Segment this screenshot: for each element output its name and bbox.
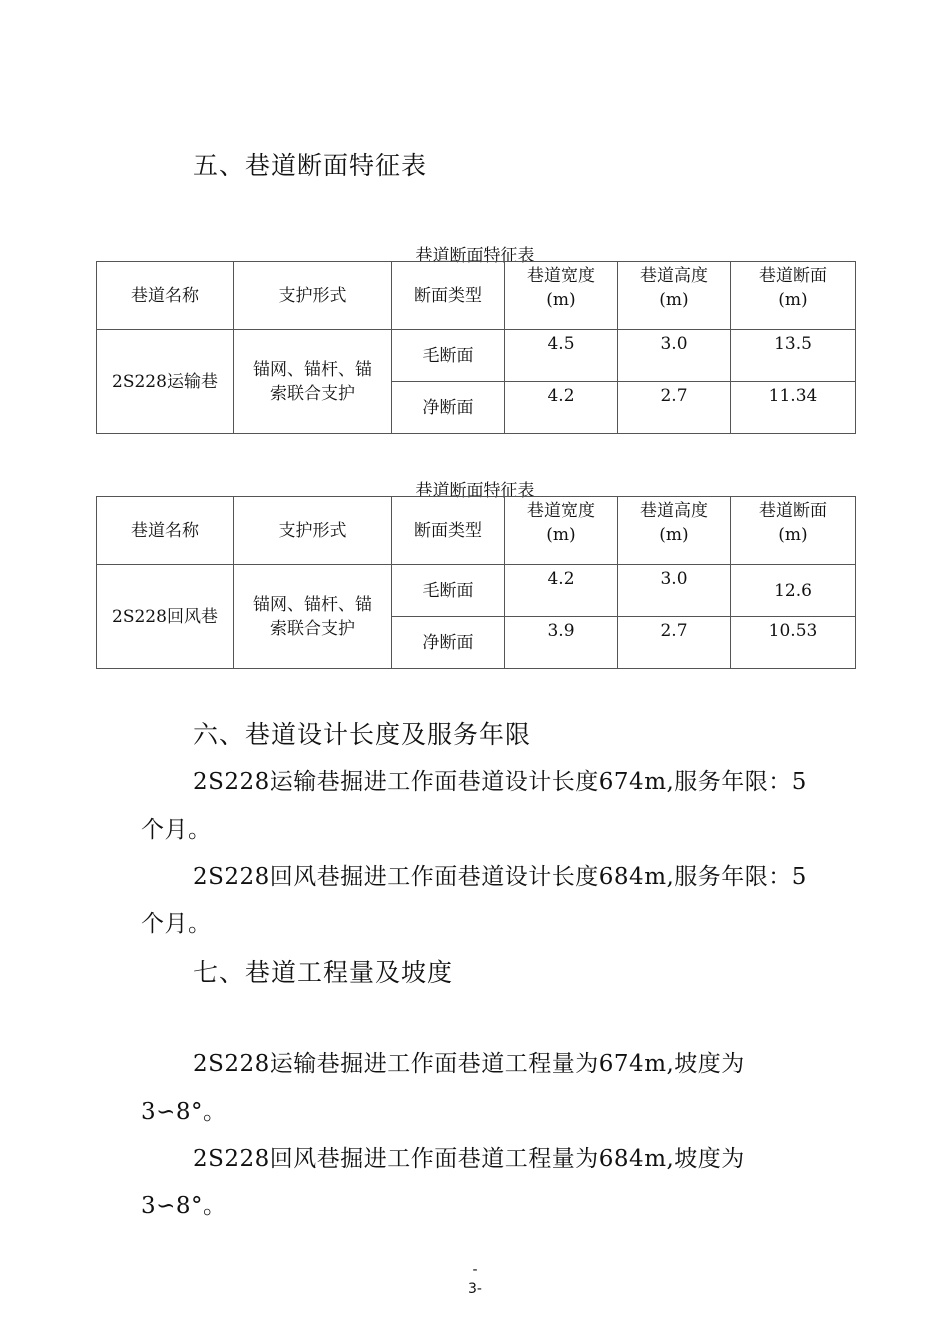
- section-table-1: [96, 261, 856, 434]
- width-cell: 4.2: [505, 565, 618, 617]
- section-table-2: [96, 496, 856, 669]
- height-cell: 3.0: [618, 330, 731, 382]
- area-cell: 13.5: [731, 330, 856, 382]
- header-section-type: 断面类型: [392, 262, 505, 330]
- section-type-cell: 毛断面: [392, 330, 505, 382]
- header-support-form: 支护形式: [234, 262, 392, 330]
- section-6-paragraph-1-line-2: 个月。: [141, 817, 212, 843]
- table-1-caption: 巷道断面特征表: [415, 246, 535, 266]
- header-roadway-name: 巷道名称: [97, 262, 234, 330]
- section-7-paragraph-2-line-1: 2S228回风巷掘进工作面巷道工程量为684m,坡度为: [193, 1146, 745, 1172]
- area-cell: 12.6: [731, 565, 856, 617]
- area-cell: 11.34: [731, 382, 856, 434]
- table-row: [97, 565, 856, 617]
- table-header-row: [97, 497, 856, 565]
- header-area: 巷道断面 (m): [731, 497, 856, 565]
- table-2-caption: 巷道断面特征表: [415, 481, 535, 501]
- height-cell: 2.7: [618, 382, 731, 434]
- page-number: 3-: [468, 1281, 482, 1297]
- height-cell: 2.7: [618, 617, 731, 669]
- width-cell: 4.2: [505, 382, 618, 434]
- height-cell: 3.0: [618, 565, 731, 617]
- header-area: 巷道断面 (m): [731, 262, 856, 330]
- section-6-paragraph-2-line-1: 2S228回风巷掘进工作面巷道设计长度684m,服务年限：5: [193, 864, 807, 890]
- section-type-cell: 毛断面: [392, 565, 505, 617]
- header-support-form: 支护形式: [234, 497, 392, 565]
- support-form-cell: 锚网、锚杆、锚 索联合支护: [234, 330, 392, 434]
- section-6-heading: 六、巷道设计长度及服务年限: [193, 720, 532, 749]
- width-cell: 3.9: [505, 617, 618, 669]
- width-cell: 4.5: [505, 330, 618, 382]
- footer-dash: -: [472, 1262, 478, 1278]
- header-width: 巷道宽度 (m): [505, 262, 618, 330]
- area-cell: 10.53: [731, 617, 856, 669]
- roadway-name-cell: 2S228回风巷: [97, 565, 234, 669]
- table-row: [97, 330, 856, 382]
- table-header-row: [97, 262, 856, 330]
- header-height: 巷道高度 (m): [618, 497, 731, 565]
- section-type-cell: 净断面: [392, 617, 505, 669]
- section-7-heading: 七、巷道工程量及坡度: [193, 958, 454, 987]
- section-7-paragraph-2-line-2: 3∽8°。: [141, 1193, 227, 1219]
- section-6-paragraph-2-line-2: 个月。: [141, 911, 212, 937]
- header-section-type: 断面类型: [392, 497, 505, 565]
- section-6-paragraph-1-line-1: 2S228运输巷掘进工作面巷道设计长度674m,服务年限：5: [193, 769, 807, 795]
- header-width: 巷道宽度 (m): [505, 497, 618, 565]
- section-type-cell: 净断面: [392, 382, 505, 434]
- section-5-heading: 五、巷道断面特征表: [193, 151, 428, 180]
- header-roadway-name: 巷道名称: [97, 497, 234, 565]
- header-height: 巷道高度 (m): [618, 262, 731, 330]
- section-7-paragraph-1-line-2: 3∽8°。: [141, 1099, 227, 1125]
- roadway-name-cell: 2S228运输巷: [97, 330, 234, 434]
- section-7-paragraph-1-line-1: 2S228运输巷掘进工作面巷道工程量为674m,坡度为: [193, 1051, 745, 1077]
- support-form-cell: 锚网、锚杆、锚 索联合支护: [234, 565, 392, 669]
